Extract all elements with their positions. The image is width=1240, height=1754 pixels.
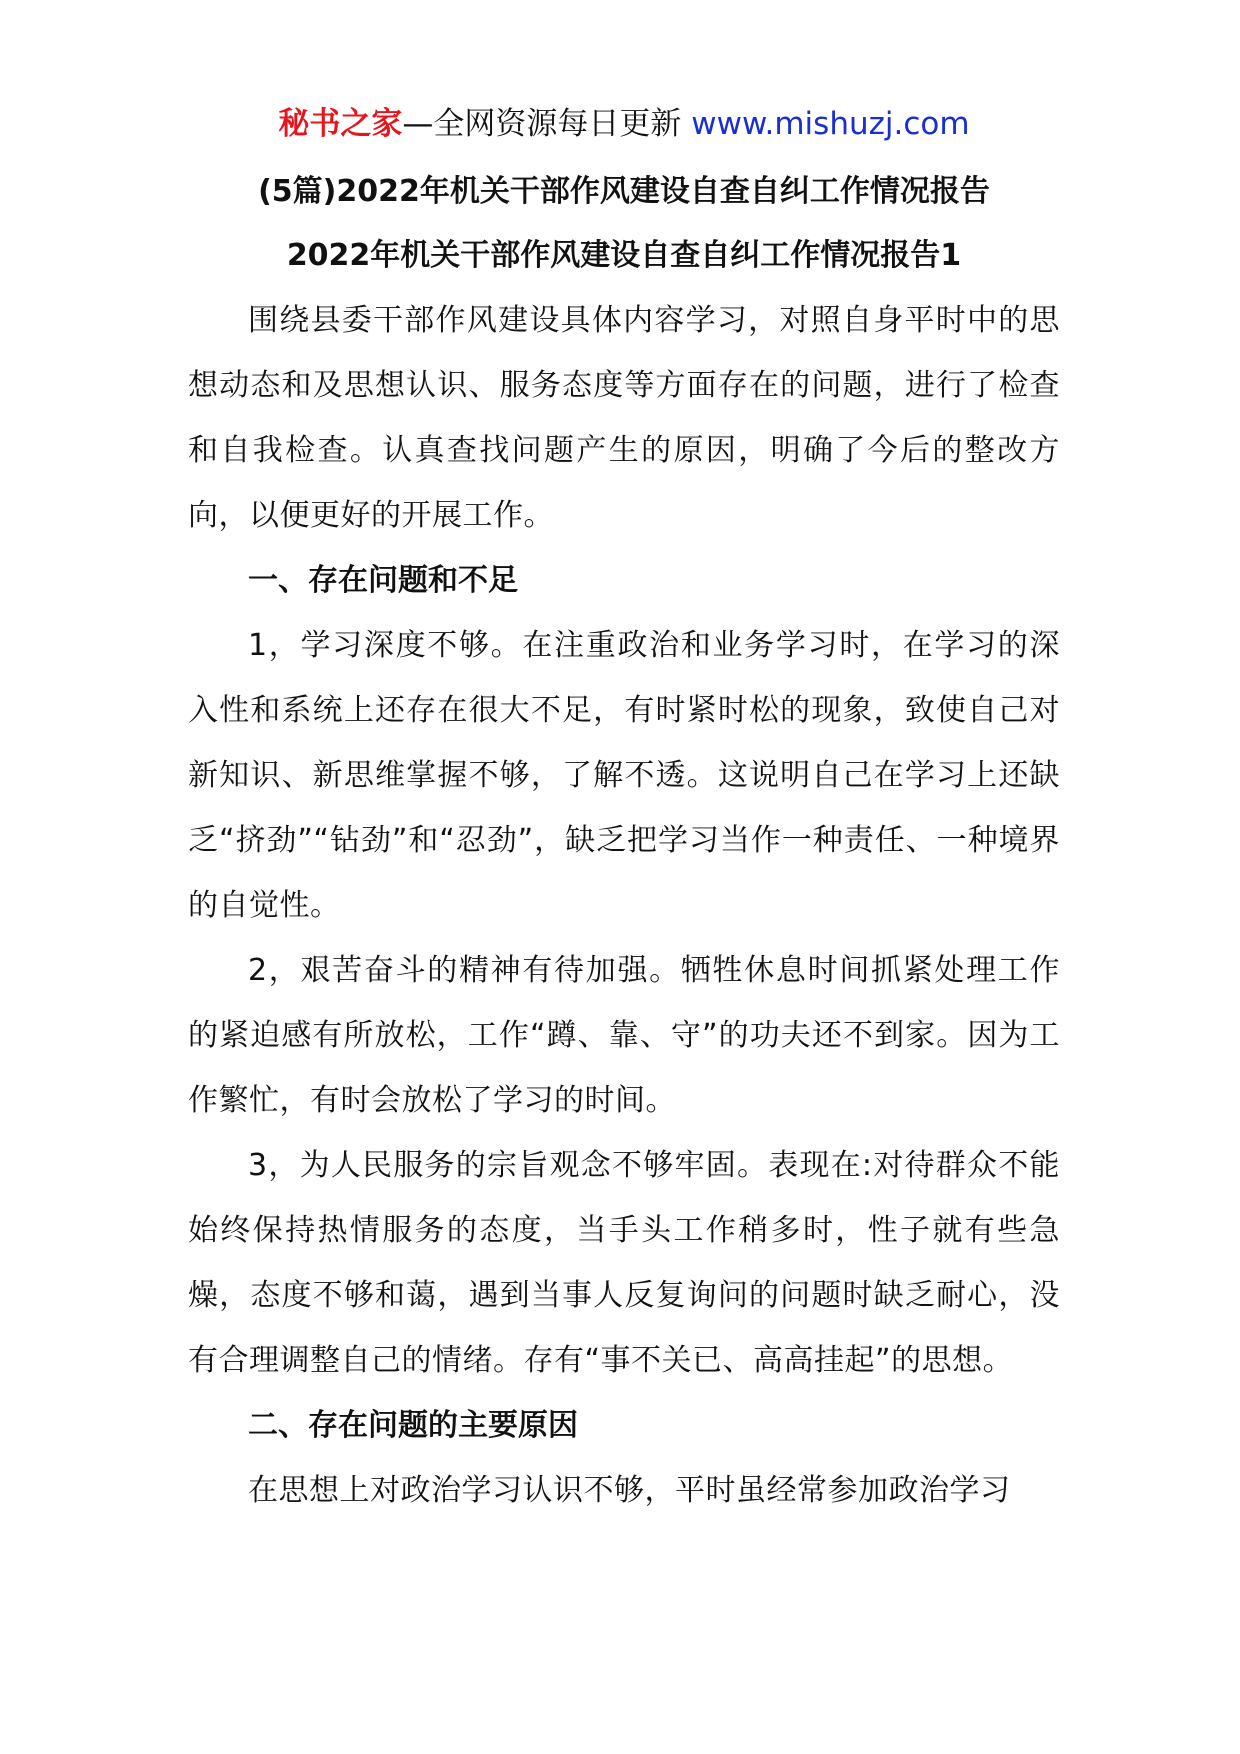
site-url-link[interactable]: www.mishuzj.com [691, 106, 970, 142]
document-title: (5篇)2022年机关干部作风建设自查自纠工作情况报告 [258, 174, 990, 209]
problem-item-1: 1，学习深度不够。在注重政治和业务学习时，在学习的深入性和系统上还存在很大不足，有时紧时松的现象，致使自己对新知识、新思维掌握不够，了解不透。这说明自己在学习上还缺乏“挤劲”“钻劲”和“忍劲”，缺乏把学习当作一种责任、一种境界的自觉性。 [188, 628, 1060, 923]
document-subtitle: 2022年机关干部作风建设自查自纠工作情况报告1 [286, 238, 962, 273]
section-heading-causes: 二、存在问题的主要原因 [248, 1408, 578, 1443]
problem-item-2: 2，艰苦奋斗的精神有待加强。牺牲休息时间抓紧处理工作的紧迫感有所放松，工作“蹲、靠、守”的功夫还不到家。因为工作繁忙，有时会放松了学习的时间。 [188, 953, 1060, 1118]
site-tagline: —全网资源每日更新 [402, 106, 682, 142]
section-heading-problems: 一、存在问题和不足 [248, 563, 518, 598]
problem-item-3: 3，为人民服务的宗旨观念不够牢固。表现在:对待群众不能始终保持热情服务的态度，当手头工作稍多时，性子就有些急燥，态度不够和蔼，遇到当事人反复询问的问题时缺乏耐心，没有合理调整自己的情绪。存有“事不关已、高高挂起”的思想。 [188, 1148, 1060, 1378]
document-page [188, 96, 1060, 1523]
causes-paragraph: 在思想上对政治学习认识不够，平时虽经常参加政治学习 [248, 1473, 1011, 1508]
brand-name: 秘书之家 [278, 106, 403, 142]
site-header [188, 96, 1060, 152]
intro-paragraph: 围绕县委干部作风建设具体内容学习，对照自身平时中的思想动态和及思想认识、服务态度等方面存在的问题，进行了检查和自我检查。认真查找问题产生的原因，明确了今后的整改方向，以便更好的开展工作。 [188, 303, 1060, 533]
